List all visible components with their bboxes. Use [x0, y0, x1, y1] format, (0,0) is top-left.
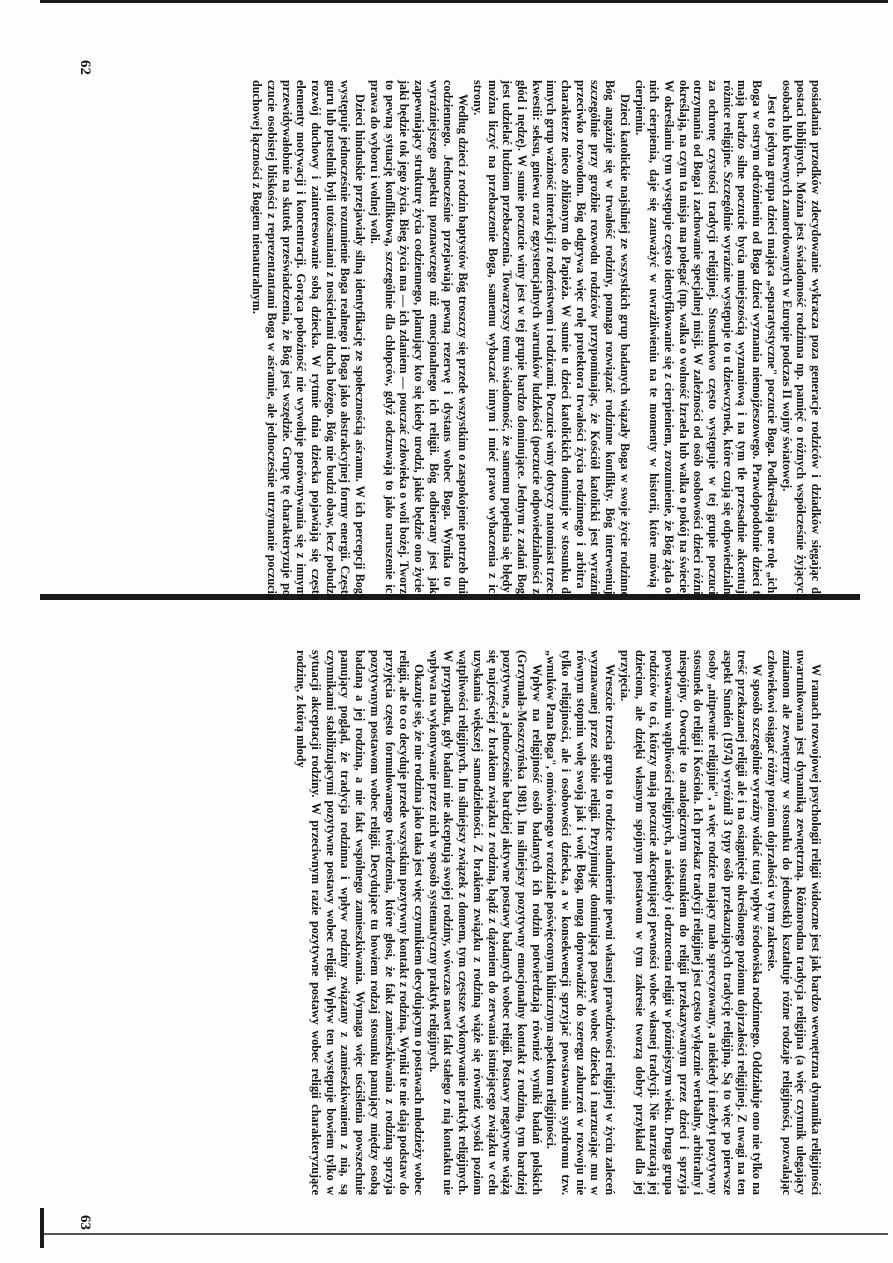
right-paragraph: W sposób szczególnie wyraźny widać tutaj wpływ środowiska rodzinnego. Oddziałuje ono nie tylko na treść przekazanej religii ale i na osiągnięcie określonego poziomu dojrzałości religijnej. Z uwagi na ten aspekt Sundén (1974) wyróżnił 3 typy osób przekazujących tradycję religijną. Są to więc po pierwsze osoby „nitpewnie religijnie", a więc rodzice mający mało sprecyzowany, a niekiedy i niezbyt pozytywny stosunek do religii i Kościoła. Ich przekaz tradycji religijnej jest często wyłącznie werbalny, arbitralny i niespójny. Owocuje to analogicznym stosunkiem do religii przekazywanym przez dzieci i sprzyja powstawaniu wątpliwości religijnych, a niekiedy i odrzucenia religii w późniejszym wieku. Druga grupa rodziców to ci, którzy mają poczucie akceptującej pewności wobec własnej tradycji. Nie narzucają jej dzieciom, ale dzięki własnym spójnym postawom w tym zakresie tworzą dobry przykład dla jej przyjęcia.: [617, 650, 765, 1195]
right-paragraph: Okazuje się, że nie rodzina jako taka jest więc czynnikiem decydującym o postawach młodzieży wobec religii, ale to co decyduje przede wszystkim pozytywny kontakt z rodziną. Wyniki te nie dają podstaw do przyjęcia często formułowanego twierdzenia, które głosi, że fakt zamieszkiwania z rodziną sprzyja pozytywnym postawom wobec religii. Decydujące tu bowiem rodzaj stosunku panujący między osobą badaną a jej rodziną, a nie fakt wspólnego zamieszkiwania. Wymaga więc uściślenia powszechnie panujący pogląd, że tradycja rodzinna i wpływ rodziny związany z zamieszkiwaniem z nią, są czynnikami stabilizującymi pozytywne postawy wobec religii. Wpływ ten występuje bowiem tylko w sytuacji akceptacji rodziny. W przeciwnym razie pozytywne postawy wobec religii charakteryzujące rodzinę, z którą młody: [294, 650, 427, 1195]
right-page-text: [294, 650, 823, 1195]
left-paragraph: posiadania przodków zdecydowanie wykracza poza generacje rodziców i dziadków sięgając do postaci biblijnych. Można jest świadomość rodzinna np. pamięć o różnych współcześnie żyjących osobach lub krewnych zamordowanych w Europie podczas II wojny światowej.: [779, 80, 823, 600]
page-number-right: 63: [77, 1215, 93, 1230]
left-paragraph: Według dzieci z rodzin baptystów Bóg troszczy się przede wszystkim o zaspokojenie potrzeb dnia codziennego. Jednocześnie przejawiają pewną rezerwę i dystans wobec Boga. Wynika to z wyraźniejszego aspektu poznawczego niż emocjonalnego ich religii. Bóg odbierany jest jako zapewniający strukturę życia codziennego, planujący kto się kiedy urodzi, jakie będzie ono życie i jaki będzie tok jego życia. Bieg życia ma — ich zdaniem — pouczać człowieka o woli bożej. Tworzy to pewną sytuację konfliktową, szczególnie dla chłopców, gdyż odczuwają to jako naruszenie ich prawa do wyboru i wolnej woli.: [367, 80, 471, 600]
left-paragraph: Jest to jedyna grupa dzieci mająca „separatystyczne" poczucie Boga. Podkreślają one rolę „ich" Boga w ostrym odróżnieniu od Boga dzieci wyznania niemojżeszowego. Prawdopodobnie dzieci te mają bardzo silne poczucie bycia mniejszością wyznaniową i na tym tle przesadnie akcentują różnice religijne. Szczególnie wyraźnie występuje to u dziewczynek, które czują się odpowiedzialne za ochronę czystości tradycji religijnej. Stosunkowo często występuje w tej grupie poczucie otrzymania od Boga i zachowanie specjalnej misji. W zależności od osób osobowości dzieci różnie określają, na czym ta misja ma polegać (np. walka o wolność Izraela lub walka o pokój na świecie). W określaniu tym występuje często identyfikowanie się z cierpieniem, zrozumienie, że Bóg żąda od nich cierpienia, daje się zauważyć w uwrażliwieniu na te momenty w historii, które mówią o cierpieniu.: [632, 80, 779, 600]
left-paragraph: Dzieci hinduskie przejawiały silną identyfikację ze społecznością aśramu. W ich percepcji Boga występuje jednocześnie rozumienie Boga realnego i Boga jako abstrakcyjnej formy energii. Często guru lub pustelnik byli utożsamiani z nosicielami ducha bożego. Bóg nie budzi obaw, lecz pobudza rozwój duchowy i zainteresowanie sobą dziecka. W rytmie dnia dziecka pojawiają się często elementy motywacji i koncentracji. Gorąca pobożność nie wywołuje porównywania się z innymi przewidywałobnie na skutek przeświadczenia, że Bóg jest wszędzie. Grupę tę charakteryzuje poczucie osobistej bliskości z reprezentantami Boga w aśramie, ale jednocześnie utrzymanie poczucia duchowej łączności z Bogiem nienaturalnym.: [250, 80, 368, 600]
left-paragraph: Dzieci katolickie najsilniej ze wszystkich grup badanych wiązały Boga w swoje życie rodzinne. Bóg angażuje się w trwałość rodziny, pomaga rozwiązać rodzinne konflikty. Bóg interweniuje szczególnie przy groźbie rozwodu rodziców przypominając, że Kościół katolicki jest wyraźnie przeciwko rozwodom. Bóg odgrywa więc rolę protektora trwałości życia rodzinnego i arbitra o charakterze nieco zbliżonym do Papieża. W sumie u dzieci katolickich dominuje w stosunku do innych grup ważność interakcji z rodzeństwem i rodzicami. Poczucie winy dotyczy natomiast trzech kwestii: seksu, gniewu oraz egzystencjalnych warunków ludzkości (poczucie odpowiedzialności za głód i nędzę). W sumie poczucie winy jest w tej grupie bardzo dominujące. Jednym z zadań Boga jest udzielać ludziom przebaczenia. Towarzyszy temu świadomość, że samemu popełnia się błędy i można liczyć na przebaczenie Boga, samemu wybaczać innym i mieć prawo wybaczenia z ich strony.: [470, 80, 632, 600]
page-number-left: 62: [77, 60, 93, 75]
right-paragraph: Wreszcie trzecia grupa to rodzice nadmiernie pewni własnej prawdziwości religijnej w życiu zaleceń wyznawanej przez siebie religii. Przyjmując dominującą postawę wobec dziecka i narzucając mu w równym stopniu wolę swoją jak i wolę Bogą, mogą doprowadzić do szeregu zaburzeń w rozwoju nie tylko religijności, ale i osobowości dziecka, a w konsekwencji sprzyjać powstawaniu syndromu tzw. „wnuków Pana Boga", omówionego w rozdziale poświęconym klinicznym aspektom religijności.: [544, 650, 618, 1195]
right-paragraph: Wpływ na religijność osób badanych ich rodzin potwierdzają również wyniki badań polskich (Grzymała-Moszczyńska 1981). Im silniejszy pozytywny emocjonalny kontakt z rodziną, tym bardziej pozytywne, a jednocześnie bardziej aktywne postawy badanych wobec religii. Postawy negatywne wiążą się najczęściej z brakiem związku z rodziną, bądź z dążeniem do zerwania istniejącego związku w celu uzyskania większej samodzielności. Z brakiem związku z rodziną wiąże się również wysoki poziom wątpliwości religijnych. Im silniejszy związek z domem, tym częstsze wykonywanie praktyk religijnych. W przypadku, gdy badani nie akceptują swojej rodziny, wówczas nawet fakt stałego z nią kontaktu nie wpływa na wykonywanie przez nich w sposób systematyczny praktyk religijnych.: [426, 650, 544, 1195]
right-paragraph: W ramach rozwojowej psychologii religii widoczne jest jak bardzo wewnętrzna dynamika religijności uwarunkowana jest dynamiką zewnętrzną. Różnorodna tradycja religijna (a więc czynnik ulegający zmianom ale zewnętrzny w stosunku do jednostki) kształtuje różne rodzaje religijności, pozwalając człowiekowi osiągać różny poziom dojrzałości w tym zakresie.: [764, 650, 823, 1195]
left-page-text: [250, 80, 823, 600]
